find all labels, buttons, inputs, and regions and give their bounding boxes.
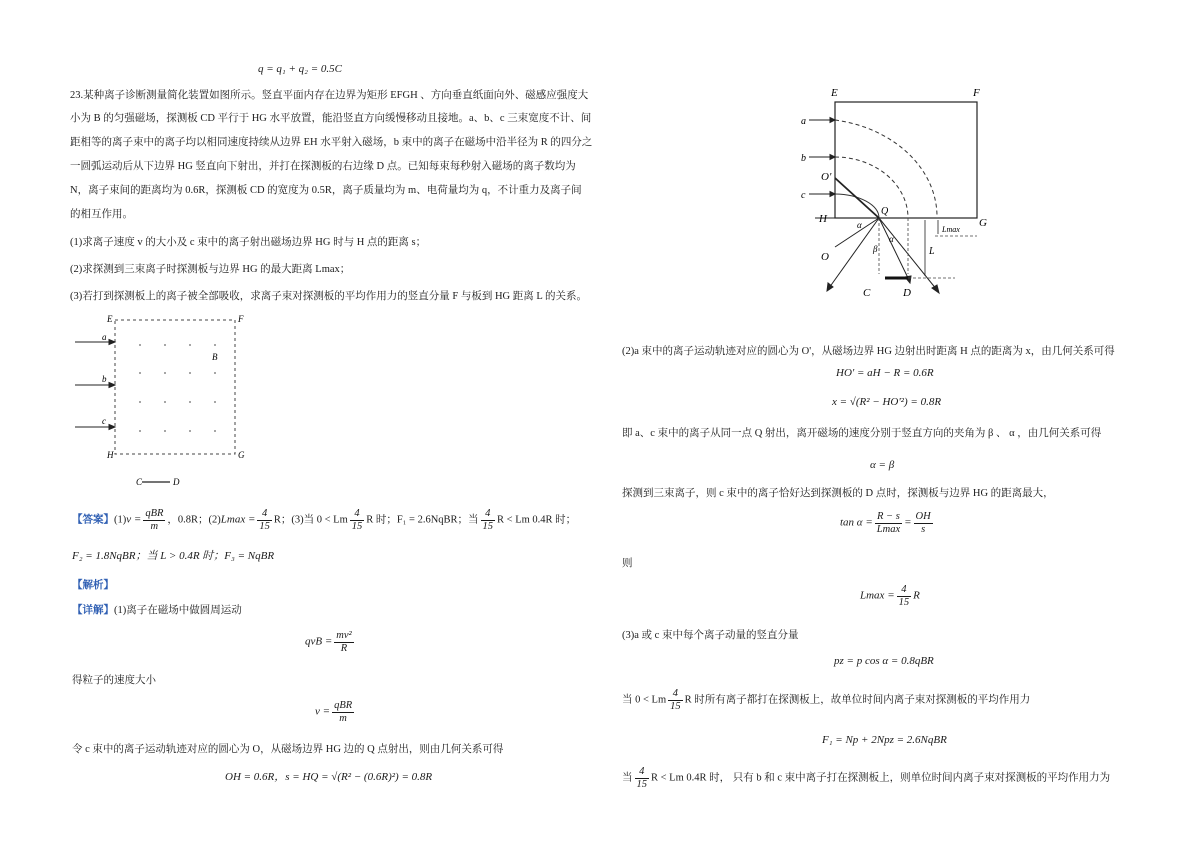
label-c: c xyxy=(801,190,806,201)
answer-line-2: F₂ = 1.8NqBR；当 L > 0.4R 时；F₃ = NqBR xyxy=(72,550,275,562)
eq-v: v = $\frac{\text{qBR}}{m}$ xyxy=(315,700,353,724)
answer-line-1: 【答案】(1)v = $\frac{\text{qBR}}{m}$ ，0.8R；(2)Lmax = $\frac{4}{15}$ R；(3)当 0 < Lm $\frac{4}{15}$ R 时；F₁ = 2.6NqBR；当 $\frac{4}{15}$ R < Lm 0.4R 时； xyxy=(72,508,577,532)
eq-tan: tan α = $\frac{R - s}{Lmax}$ = $\frac{OH}{s}$ xyxy=(840,511,931,535)
angle-text: 即 a、c 束中的离子从同一点 Q 射出，离开磁场的速度分别于竖直方向的夹角为 β 、 α ，由几何关系可得 xyxy=(622,428,1102,439)
label-D: D xyxy=(903,287,911,299)
question-2: (2)求探测到三束离子时探测板与边界 HG 的最大距离 Lmax； xyxy=(70,264,351,275)
label-B: B xyxy=(212,352,218,362)
figure-solution-diagram xyxy=(795,82,995,304)
problem-line: 的相互作用。 xyxy=(70,209,133,220)
label-O-prime: O' xyxy=(821,171,832,183)
label-L: L xyxy=(929,246,935,257)
label-F: F xyxy=(973,87,980,99)
field-boundary xyxy=(115,320,235,454)
label-H: H xyxy=(819,213,827,225)
label-a: a xyxy=(102,332,107,342)
when-1: 当 0 < Lm $\frac{4}{15}$ R 时所有离子都打在探测板上，故单位时间内离子束对探测板的平均作用力 xyxy=(622,688,1031,712)
label-G: G xyxy=(979,217,987,229)
ray-a xyxy=(829,218,879,288)
radius-line xyxy=(835,178,879,218)
eq-q-total: q = q₁ + q₂ = 0.5C xyxy=(257,63,342,75)
arc-a xyxy=(835,120,937,218)
label-O: O xyxy=(821,251,829,263)
eq-oh: OH = 0.6R，s = HQ = √(R² − (0.6R)²) = 0.8R xyxy=(225,771,433,783)
label-a: a xyxy=(801,116,806,127)
label-D: D xyxy=(173,477,180,487)
eq-qvb: qvB = $\frac{\text{mv²}}{R}$ xyxy=(305,630,352,654)
eq-alpha-beta: α = β xyxy=(870,459,895,471)
problem-line: 距相等的离子束中的离子均以相同速度持续从边界 EH 水平射入磁场，b 束中的离子在磁场中沿半径为 R 的四分之 xyxy=(70,137,593,148)
then-text: 则 xyxy=(622,558,633,569)
label-b: b xyxy=(102,374,107,384)
speed-text: 得粒子的速度大小 xyxy=(72,675,156,686)
analysis-tag: 【解析】 xyxy=(72,580,114,591)
three-beams-text: 探测到三束离子，则 c 束中的离子恰好达到探测板的 D 点时，探测板与边界 HG 的距离最大， xyxy=(622,488,1054,499)
label-E: E xyxy=(107,314,113,324)
answer-tag: 【答案】 xyxy=(72,514,114,526)
problem-line: 23.某种离子诊断测量简化装置如图所示。竖直平面内存在边界为矩形 EFGH 、方向垂直纸面向外、磁感应强度大 xyxy=(70,90,589,101)
label-G: G xyxy=(238,450,245,460)
label-alpha: α xyxy=(857,220,862,230)
label-H: H xyxy=(107,450,114,460)
label-alpha-2: α xyxy=(889,234,894,244)
when-2: 当 $\frac{4}{15}$ R < Lm 0.4R 时， 只有 b 和 c 束中离子打在探测板上，则单位时间内离子束对探测板的平均作用力为 xyxy=(622,766,1111,790)
question-3: (3)若打到探测板上的离子被全部吸收，求离子束对探测板的平均作用力的竖直分量 F 与板到 HG 距离 L 的关系。 xyxy=(70,291,588,302)
label-F: F xyxy=(238,314,244,324)
eq-x: x = √(R² − HO'²) = 0.8R xyxy=(832,396,942,408)
label-beta: β xyxy=(873,244,878,254)
label-b: b xyxy=(801,153,806,164)
eq-pz: pz = p cos α = 0.8qBR xyxy=(834,655,934,667)
label-C: C xyxy=(136,477,143,487)
center-text: 令 c 束中的离子运动轨迹对应的圆心为 O，从磁场边界 HG 边的 Q 点射出，则由几何关系可得 xyxy=(72,744,504,755)
detail-1: 【详解】(1)离子在磁场中做圆周运动 xyxy=(72,605,242,616)
field-dots xyxy=(139,344,216,432)
p3-intro: (3)a 或 c 束中每个离子动量的竖直分量 xyxy=(622,630,799,641)
problem-line: N，离子束间的距离均为 0.6R，探测板 CD 的宽度为 0.5R，离子质量均为 m、电荷量均为 q，不计重力及离子间 xyxy=(70,185,582,196)
eq-ho: HO' = aH − R = 0.6R xyxy=(836,367,934,379)
eq-f1: F₁ = Np + 2Npz = 2.6NqBR xyxy=(822,734,947,746)
figure-magnetic-field xyxy=(70,310,260,490)
problem-line: 一圆弧运动后从下边界 HG 竖直向下射出，并打在探测板的右边缘 D 点。已知每束每秒射入磁场的离子数均为 xyxy=(70,161,576,172)
p2-intro: (2)a 束中的离子运动轨迹对应的圆心为 O'，从磁场边界 HG 边射出时距离 H 点的距离为 x，由几何关系可得 xyxy=(622,346,1115,357)
label-C: C xyxy=(863,287,871,299)
question-1: (1)求离子速度 v 的大小及 c 束中的离子射出磁场边界 HG 时与 H 点的距离 s； xyxy=(70,237,427,248)
problem-line: 小为 B 的匀强磁场，探测板 CD 平行于 HG 水平放置，能沿竖直方向缓慢移动且接地。a、b、c 三束宽度不计、间 xyxy=(70,113,592,124)
label-lmax: Lmax xyxy=(942,225,960,234)
label-E: E xyxy=(831,87,838,99)
label-Q: Q xyxy=(881,206,889,217)
label-c: c xyxy=(102,416,106,426)
eq-lmax: Lmax = $\frac{4}{15}$ R xyxy=(860,584,920,608)
